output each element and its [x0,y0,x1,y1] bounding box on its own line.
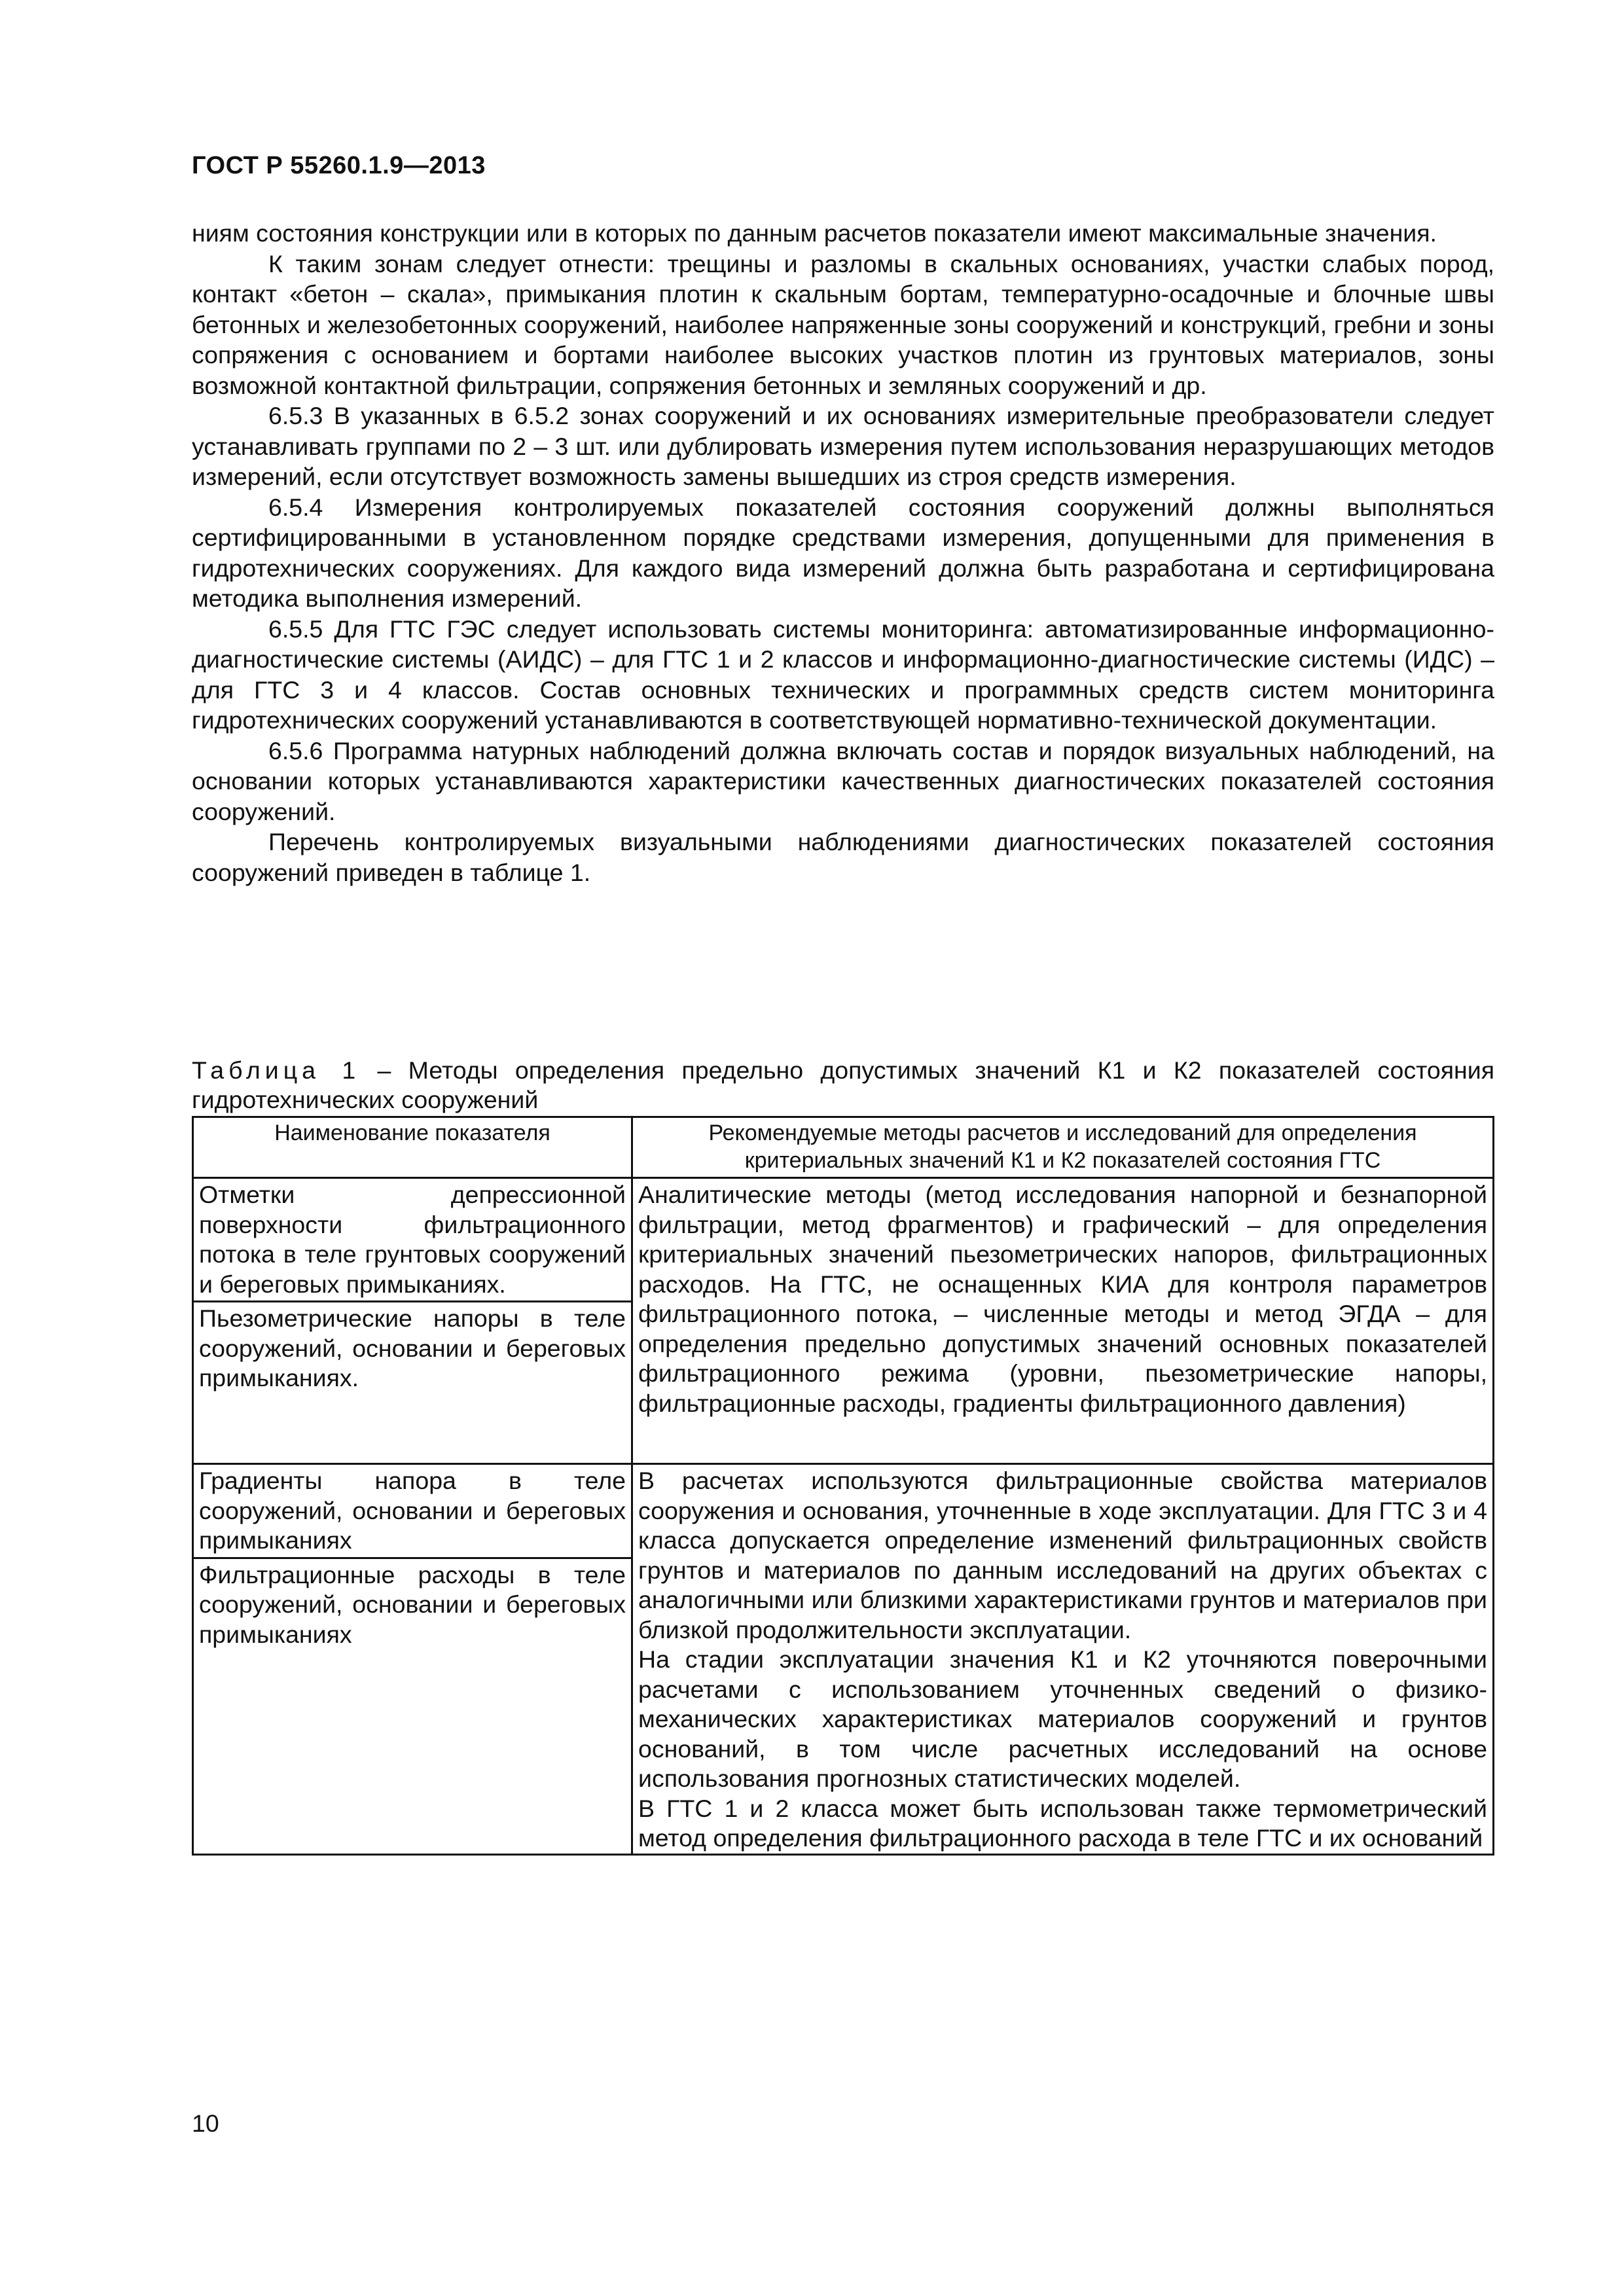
methods-cell [632,1178,1494,1464]
paragraph: 6.5.6 Программа натурных наблюдений должна включать состав и порядок визуальных наблюдений, на основании которых устанавливаются характеристики качественных диагностических показателей состояния сооружений. [192,736,1494,825]
paragraph: 6.5.4 Измерения контролируемых показателей состояния сооружений должны выполняться сертифицированными в установленном порядке средствами измерения, допущенными для применения в гидротехнических сооружениях. Для каждого вида измерений должна быть разработана и сертифицирована методика выполнения измерений. [192,493,1494,612]
document-code-header: ГОСТ Р 55260.1.9—2013 [192,152,486,179]
page-number: 10 [192,2109,219,2137]
table-header-row [193,1117,1494,1178]
table-caption [192,1056,1494,1115]
indicator-item: Отметки депрессионной поверхности фильтрационного потока в теле грунтовых сооружений и береговых примыканиях. [199,1181,626,1298]
indicator-cell [193,1178,632,1464]
methods-text: В расчетах используются фильтрационные свойства материалов сооружения и основания, уточненные в ходе эксплуатации. Для ГТС 3 и 4 класса допускается определение изменений фильтрационных свойств грунтов и материалов по данным исследований на других объектах с аналогичными или близкими характеристиками грунтов и материалов при близкой продолжительности эксплуатации. [638,1467,1487,1643]
indicator-item: Пьезометрические напоры в теле сооружений, основании и береговых примыканиях. [194,1300,631,1395]
table-caption-label: Таблица 1 [192,1056,361,1084]
indicator-cell [193,1464,632,1855]
methods-cell [632,1464,1494,1855]
paragraph: К таким зонам следует отнести: трещины и разломы в скальных основаниях, участки слабых пород, контакт «бетон – скала», примыкания плотин к скальным бортам, температурно-осадочные и блочные швы бетонных и железобетонных сооружений, наиболее напряженные зоны сооружений и конструкций, гребни и зоны сопряжения с основанием и бортами наиболее высоких участков плотин из грунтовых материалов, зоны возможной контактной фильтрации, сопряжения бетонных и земляных сооружений и др. [192,249,1494,399]
table-row [193,1178,1494,1464]
table-row [193,1464,1494,1855]
methods-text: Аналитические методы (метод исследования напорной и безнапорной фильтрации, метод фрагментов) и графический – для определения критериальных значений пьезометрических напоров, фильтрационных расходов. На ГТС, не оснащенных КИА для контроля параметров фильтрационного потока, – численные методы и метод ЭГДА – для определения предельно допустимых значений основных показателей фильтрационного режима (уровни, пьезометрические напоры, фильтрационные расходы, градиенты фильтрационного давления) [638,1181,1487,1417]
paragraph: 6.5.3 В указанных в 6.5.2 зонах сооружений и их основаниях измерительные преобразователи следует устанавливать группами по 2 – 3 шт. или дублировать измерения путем использования неразрушающих методов измерений, если отсутствует возможность замены вышедших из строя средств измерения. [192,402,1494,490]
column-header-methods: Рекомендуемые методы расчетов и исследований для определения критериальных значений К1 и К2 показателей состояния ГТС [632,1117,1494,1178]
paragraph: Перечень контролируемых визуальными наблюдениями диагностических показателей состояния сооружений приведен в таблице 1. [192,828,1494,886]
indicator-item: Градиенты напора в теле сооружений, основании и береговых примыканиях [199,1467,626,1554]
methods-text: В ГТС 1 и 2 класса может быть использован также термометрический метод определения фильтрационного расхода в теле ГТС и их оснований [638,1794,1487,1852]
table-caption-text: – Методы определения предельно допустимых значений К1 и К2 показателей состояния гидротехнических сооружений [192,1056,1494,1113]
paragraph: 6.5.5 Для ГТС ГЭС следует использовать системы мониторинга: автоматизированные информационно-диагностические системы (АИДС) – для ГТС 1 и 2 классов и информационно-диагностические системы (ИДС) – для ГТС 3 и 4 классов. Состав основных технических и программных средств систем мониторинга гидротехнических сооружений устанавливаются в соответствующей нормативно-технической документации. [192,615,1494,734]
paragraph: ниям состояния конструкции или в которых по данным расчетов показатели имеют максимальные значения. [192,219,1437,247]
indicator-item: Фильтрационные расходы в теле сооружений, основании и береговых примыканиях [194,1557,631,1651]
methods-table [192,1116,1494,1856]
body-text [192,218,1494,888]
column-header-indicator: Наименование показателя [193,1117,632,1178]
methods-text: На стадии эксплуатации значения К1 и К2 уточняются поверочными расчетами с использованием уточненных сведений о физико-механических характеристиках материалов сооружений и грунтов оснований, в том числе расчетных исследований на основе использования прогнозных статистических моделей. [638,1645,1487,1792]
